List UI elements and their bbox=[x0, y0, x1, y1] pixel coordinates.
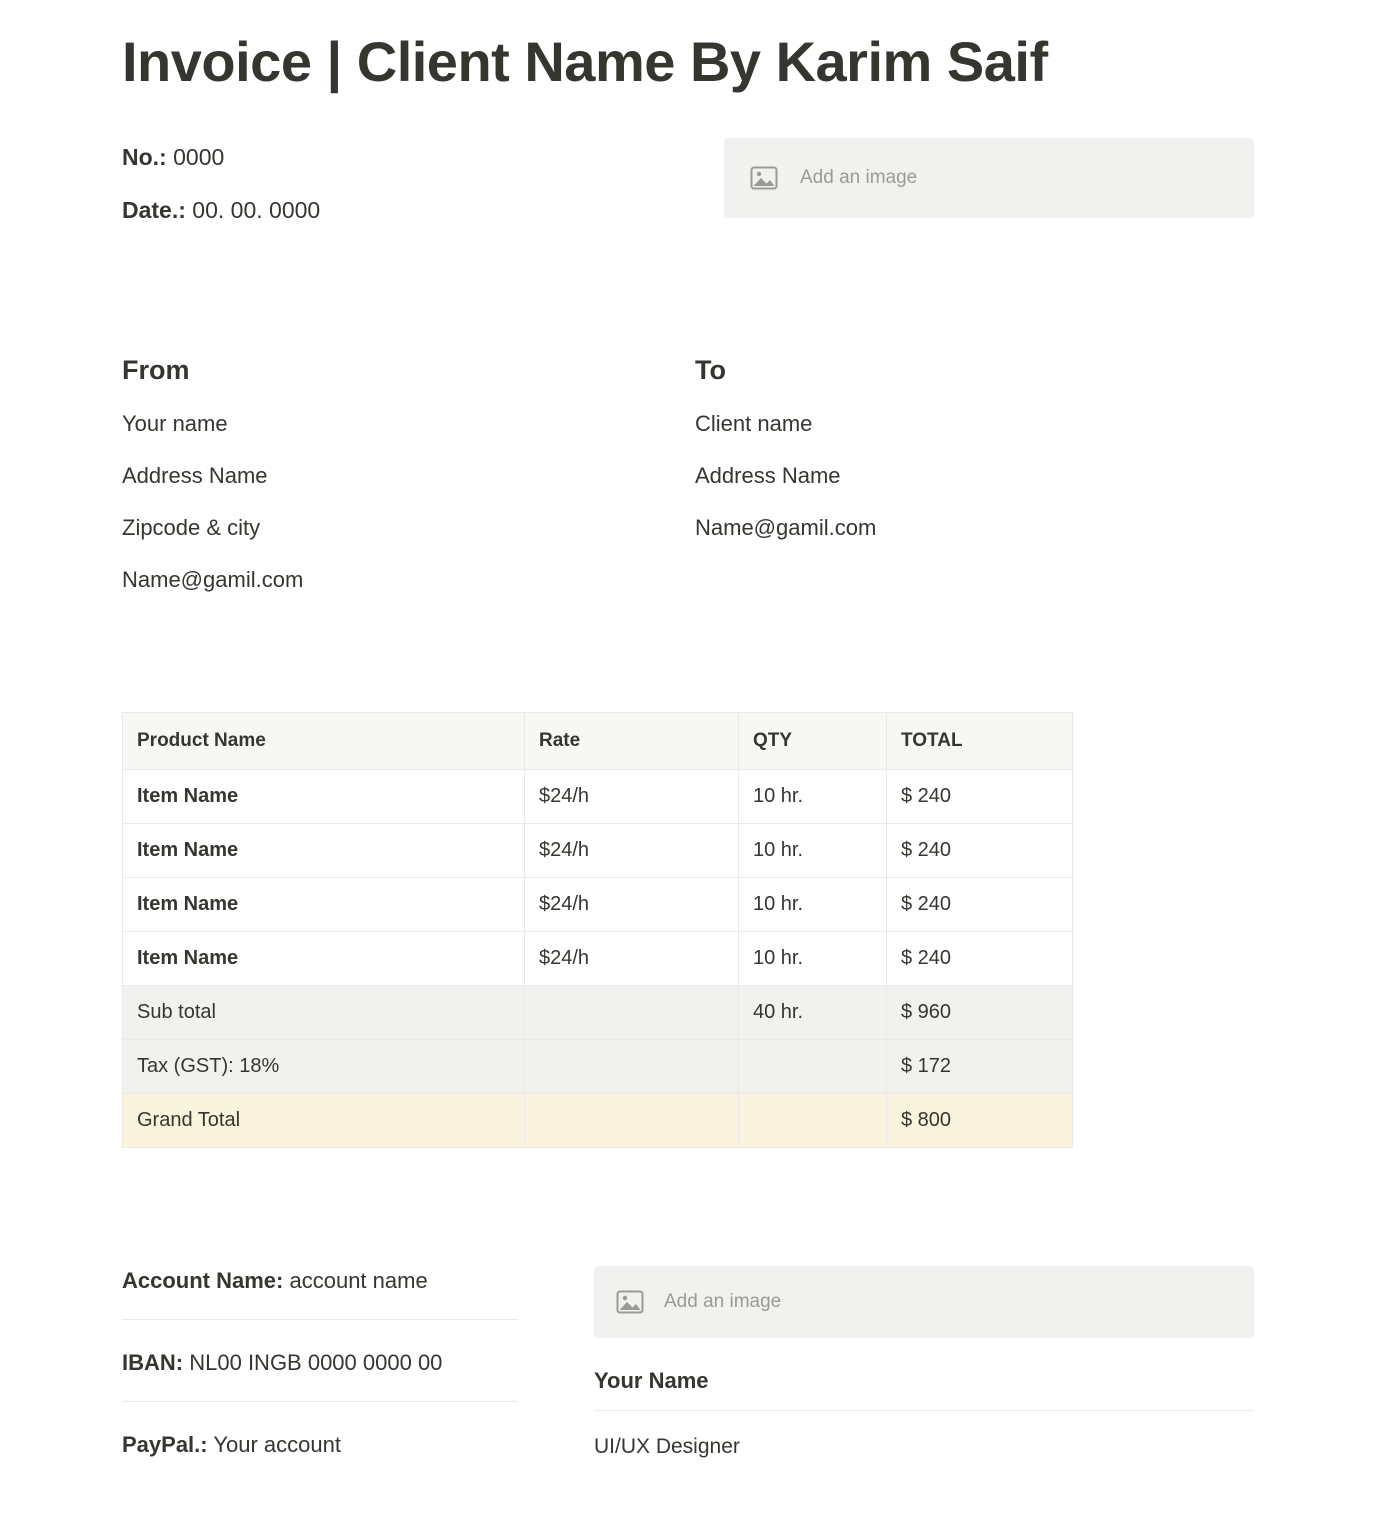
page-title: Invoice | Client Name By Karim Saif bbox=[122, 30, 1048, 93]
image-icon bbox=[616, 1289, 644, 1315]
to-line-3[interactable]: Name@gamil.com bbox=[695, 515, 877, 541]
cell-qty[interactable]: 10 hr. bbox=[739, 823, 887, 877]
to-line-2[interactable]: Address Name bbox=[695, 463, 841, 489]
table-row[interactable] bbox=[123, 877, 1073, 931]
grand-total-label: Grand Total bbox=[123, 1093, 525, 1147]
grand-total-amount: $ 800 bbox=[887, 1093, 1073, 1147]
cell-product[interactable]: Item Name bbox=[123, 877, 525, 931]
account-name-line bbox=[122, 1266, 518, 1320]
iban-line bbox=[122, 1348, 518, 1402]
subtotal-qty: 40 hr. bbox=[739, 985, 887, 1039]
parties-section bbox=[122, 355, 1268, 616]
table-row[interactable] bbox=[123, 931, 1073, 985]
subtotal-label: Sub total bbox=[123, 985, 525, 1039]
cell-product[interactable]: Item Name bbox=[123, 769, 525, 823]
cell-total[interactable]: $ 240 bbox=[887, 769, 1073, 823]
signature-role[interactable]: UI/UX Designer bbox=[594, 1434, 740, 1458]
payment-details bbox=[122, 1266, 518, 1510]
cell-qty[interactable]: 10 hr. bbox=[739, 769, 887, 823]
invoice-number-value[interactable]: 0000 bbox=[173, 144, 225, 171]
invoice-date-line bbox=[122, 193, 724, 228]
cell-product[interactable]: Item Name bbox=[123, 823, 525, 877]
tax-qty bbox=[739, 1039, 887, 1093]
cell-qty[interactable]: 10 hr. bbox=[739, 877, 887, 931]
column-header-product: Product Name bbox=[123, 712, 525, 769]
add-image-top-button[interactable] bbox=[724, 138, 1254, 218]
table-row[interactable] bbox=[123, 769, 1073, 823]
grand-total-qty bbox=[739, 1093, 887, 1147]
add-image-bottom-button[interactable] bbox=[594, 1266, 1254, 1338]
column-header-qty: QTY bbox=[739, 712, 887, 769]
cell-rate[interactable]: $24/h bbox=[525, 931, 739, 985]
subtotal-rate bbox=[525, 985, 739, 1039]
tax-total: $ 172 bbox=[887, 1039, 1073, 1093]
paypal-value[interactable]: Your account bbox=[213, 1431, 341, 1457]
signature-name[interactable]: Your Name bbox=[594, 1352, 1254, 1411]
to-line-1[interactable]: Client name bbox=[695, 411, 813, 437]
table-header-row bbox=[123, 712, 1073, 769]
cell-rate[interactable]: $24/h bbox=[525, 769, 739, 823]
cell-total[interactable]: $ 240 bbox=[887, 823, 1073, 877]
invoice-number-line bbox=[122, 140, 724, 175]
subtotal-row bbox=[123, 985, 1073, 1039]
invoice-meta bbox=[122, 138, 724, 245]
account-name-value[interactable]: account name bbox=[289, 1267, 428, 1293]
signature-block bbox=[594, 1266, 1254, 1510]
tax-rate bbox=[525, 1039, 739, 1093]
iban-value[interactable]: NL00 INGB 0000 0000 00 bbox=[189, 1349, 443, 1375]
line-items-table bbox=[122, 712, 1073, 1148]
invoice-number-label: No.: bbox=[122, 144, 167, 171]
tax-row bbox=[123, 1039, 1073, 1093]
grand-total-row bbox=[123, 1093, 1073, 1147]
paypal-label: PayPal.: bbox=[122, 1431, 208, 1457]
to-block bbox=[695, 355, 1268, 616]
tax-label: Tax (GST): 18% bbox=[123, 1039, 525, 1093]
paypal-line bbox=[122, 1430, 518, 1483]
invoice-date-label: Date.: bbox=[122, 196, 186, 223]
table-row[interactable] bbox=[123, 823, 1073, 877]
cell-product[interactable]: Item Name bbox=[123, 931, 525, 985]
cell-rate[interactable]: $24/h bbox=[525, 877, 739, 931]
from-line-1[interactable]: Your name bbox=[122, 411, 228, 437]
invoice-meta-row bbox=[122, 138, 1268, 245]
from-heading: From bbox=[122, 355, 190, 386]
image-icon bbox=[750, 165, 778, 191]
footer-section bbox=[122, 1266, 1268, 1510]
from-line-4[interactable]: Name@gamil.com bbox=[122, 567, 304, 593]
to-heading: To bbox=[695, 355, 726, 386]
column-header-total: TOTAL bbox=[887, 712, 1073, 769]
column-header-rate: Rate bbox=[525, 712, 739, 769]
add-image-bottom-label: Add an image bbox=[664, 1290, 782, 1312]
from-line-2[interactable]: Address Name bbox=[122, 463, 268, 489]
add-image-top-label: Add an image bbox=[800, 167, 918, 189]
cell-total[interactable]: $ 240 bbox=[887, 931, 1073, 985]
from-block bbox=[122, 355, 695, 616]
cell-qty[interactable]: 10 hr. bbox=[739, 931, 887, 985]
from-line-3[interactable]: Zipcode & city bbox=[122, 515, 261, 541]
account-name-label: Account Name: bbox=[122, 1267, 284, 1293]
cell-total[interactable]: $ 240 bbox=[887, 877, 1073, 931]
iban-label: IBAN: bbox=[122, 1349, 184, 1375]
invoice-date-value[interactable]: 00. 00. 0000 bbox=[192, 196, 321, 223]
grand-total-rate bbox=[525, 1093, 739, 1147]
subtotal-total: $ 960 bbox=[887, 985, 1073, 1039]
cell-rate[interactable]: $24/h bbox=[525, 823, 739, 877]
